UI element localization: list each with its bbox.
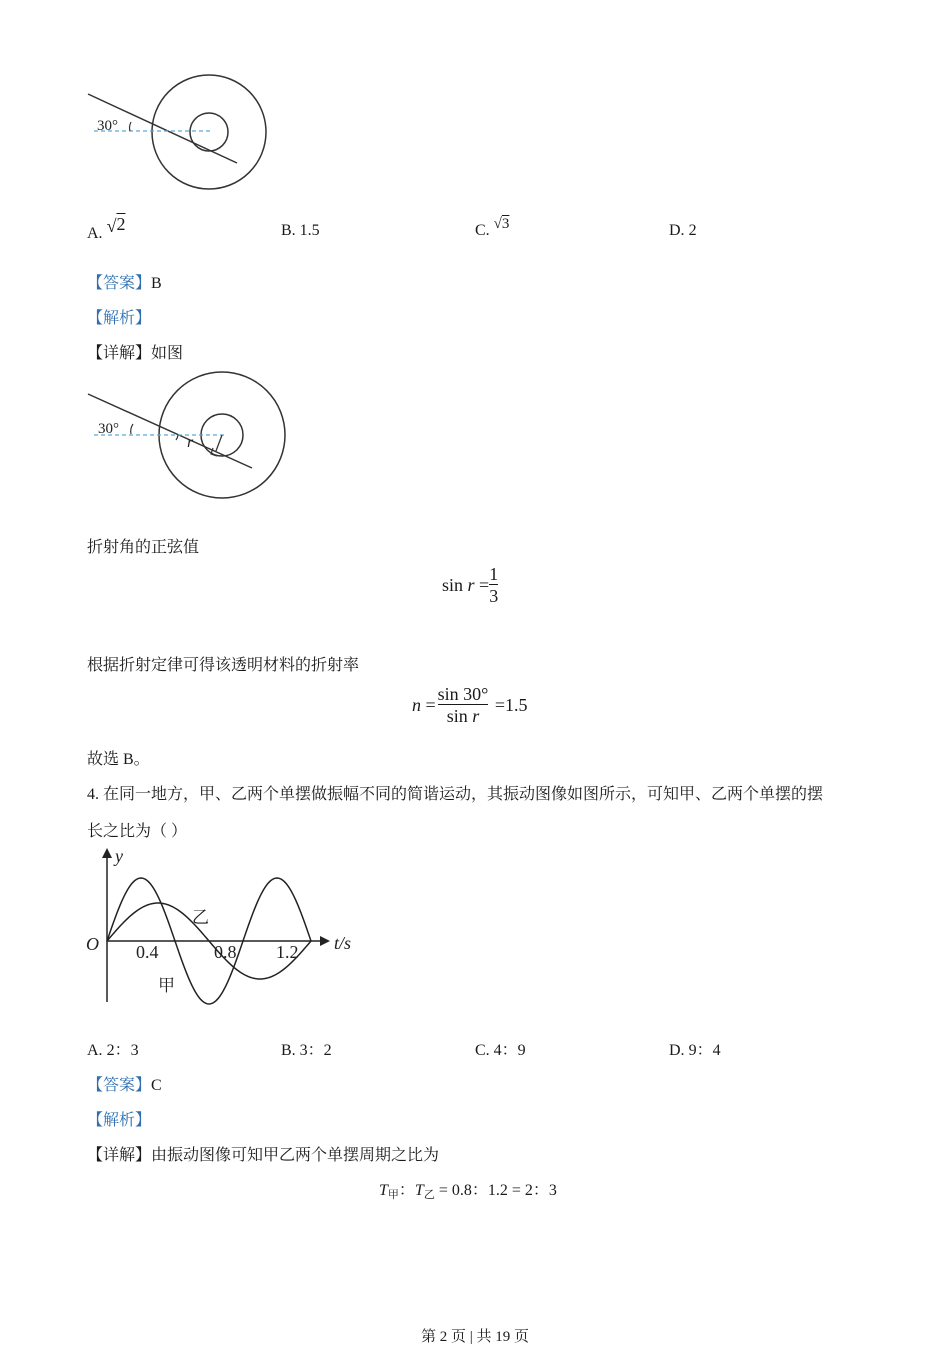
analysis-tag: 【解析】 [87, 310, 152, 327]
angle-arc-30 [131, 424, 133, 434]
q4-answer-line [87, 1072, 162, 1095]
inner-circle [190, 113, 228, 151]
y-axis-label: y [115, 846, 123, 866]
q4-option-a[interactable]: A. 2：3 [87, 1042, 139, 1059]
detail-tag: 【详解】 [87, 1147, 152, 1164]
label-yi: 乙 [192, 908, 209, 928]
detail-line [87, 340, 183, 363]
refraction-figure-2 [80, 368, 295, 504]
option-c[interactable]: C. √3 [475, 216, 510, 239]
sqrt-icon: √ [493, 216, 502, 232]
q4-option-b[interactable]: B. 3：2 [281, 1042, 332, 1059]
option-b[interactable]: B. 1.5 [281, 222, 320, 239]
tick-label-0.8: 0.8 [214, 942, 237, 962]
fraction: $\frac{\sin 30^\circ}{\text{sin r}}$ [437, 684, 489, 726]
answer-tag: 【答案】 [87, 275, 152, 292]
angle-arc [130, 122, 131, 131]
x-axis-arrow-icon [320, 936, 330, 946]
q4-option-d[interactable]: D. 9：4 [669, 1042, 721, 1059]
conclusion: 故选 B。 [87, 751, 150, 768]
question-4-stem-line-2: 长之比为（ ） [87, 823, 188, 840]
tick-label-1.2: 1.2 [276, 942, 299, 962]
option-a[interactable]: A. √2 [87, 214, 126, 242]
q4-analysis-tag: 【解析】 [87, 1112, 152, 1129]
angle-arc-r [176, 435, 178, 440]
question-4-stem-line-1: 4. 在同一地方，甲、乙两个单摆做振幅不同的简谐运动，其振动图像如图所示，可知甲、乙两个单摆的摆 [87, 786, 824, 803]
angle-label: 30° [97, 118, 118, 134]
option-d[interactable]: D. 2 [669, 222, 697, 239]
explanation-line-2: 根据折射定律可得该透明材料的折射率 [87, 657, 360, 674]
q4-detail-line [87, 1142, 439, 1165]
answer-tag: 【答案】 [87, 1077, 152, 1094]
angle-label: 30° [98, 421, 119, 437]
fraction: $\frac{1}{3}$ [489, 564, 499, 606]
origin-label: O [86, 934, 99, 954]
tick-label-0.4: 0.4 [136, 942, 159, 962]
answer-value: B [151, 275, 162, 292]
label-jia: 甲 [158, 976, 175, 996]
equation-n: n = $\frac{\sin 30^\circ}{\text{sin r}}$ =1.5 [412, 684, 528, 726]
sqrt-icon: √ [106, 216, 117, 236]
period-ratio-equation: T甲：T乙 = 0.8：1.2 = 2：3 [379, 1182, 557, 1201]
answer-value: C [151, 1077, 162, 1094]
page-footer: 第 2 页 | 共 19 页 [420, 1329, 529, 1345]
equation-sin-r: sin r = $\frac{1}{3}$ [442, 564, 499, 606]
r-label: r [187, 434, 194, 451]
vibration-graph [80, 842, 365, 1012]
x-axis-label: t/s [334, 933, 352, 953]
explanation-line-1: 折射角的正弦值 [87, 539, 200, 556]
radius-line [216, 435, 222, 451]
detail-text: 如图 [151, 345, 184, 362]
detail-text: 由振动图像可知甲乙两个单摆周期之比为 [151, 1147, 440, 1164]
answer-line [87, 270, 162, 293]
q4-option-c[interactable]: C. 4：9 [475, 1042, 526, 1059]
y-axis-arrow-icon [102, 848, 112, 858]
refraction-figure-1 [80, 66, 280, 198]
detail-tag: 【详解】 [87, 345, 152, 362]
